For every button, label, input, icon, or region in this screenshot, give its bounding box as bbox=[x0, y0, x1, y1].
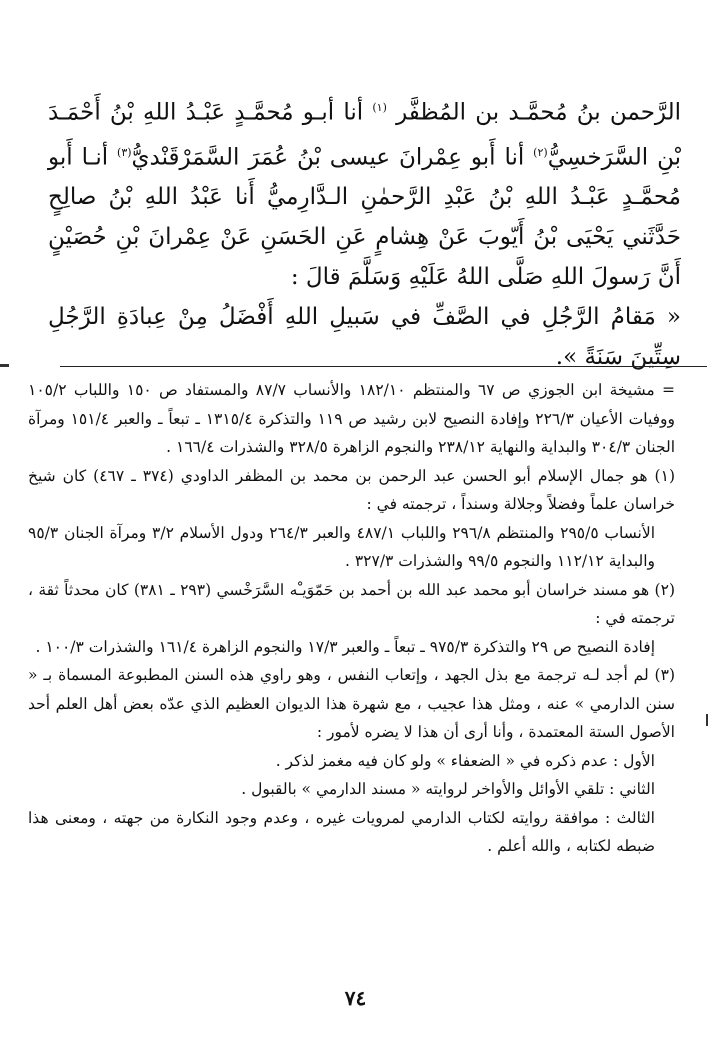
footnote-continuation: = مشيخة ابن الجوزي ص ٦٧ والمنتظم ١٨٢/١٠ والأنساب ٨٧/٧ والمستفاد ص ١٥٠ واللباب ١٠٥/٢ ووفيات الأعيان ٢٢٦/٣ وإفادة النصيح لابن رشيد ص ١١٩ والتذكرة ١٣١٥/٤ ـ تبعاً ـ والعبر ١٥١/٤ ومرآة الجنان ٣٠٤/٣ والبداية والنهاية ٢٣٨/١٢ والنجوم الزاهرة ٣٢٨/٥ والشذرات ١٦٦/٤ . bbox=[28, 381, 676, 456]
margin-mark bbox=[706, 714, 708, 726]
footnote-divider bbox=[60, 366, 707, 367]
margin-mark bbox=[0, 364, 9, 367]
isnad-part-1: الرَّحمن بنُ مُحمَّـد بن المُظفَّر bbox=[396, 99, 682, 126]
footnote-1: (١) هو جمال الإسلام أبو الحسن عبد الرحمن بن محمد بن المظفر الداودي (٣٧٤ ـ ٤٦٧) كان شيخ خراسان علماً وفضلاً وجلالة وسنداً ، ترجمته في : bbox=[28, 466, 675, 513]
footnote-ref-1: (١) bbox=[372, 101, 387, 114]
footnote-3: (٣) لم أجد لـه ترجمة مع بذل الجهد ، وإتعاب النفس ، وهو راوي هذه السنن المطبوعة المسماة بـ « سنن الدارمي » عنه ، ومثل هذا عجيب ، مع شهرة هذا الديوان العظيم الذي عدّه بعض أهل العلم أحد الأصول الستة المعتمدة ، وأنا أرى أن هذا لا يضره لأمور : bbox=[28, 666, 675, 741]
isnad-part-2: أنا أبـو مُحمَّـدٍ عَبْـدُ اللهِ بْنُ أَحْمَـدَ بْنِ السَّرَخسِيُّ bbox=[48, 99, 682, 171]
footnote-2: (٢) هو مسند خراسان أبو محمد عبد الله بن أحمد بن حَمّوَيـْه السَّرَخْسي (٢٩٣ ـ ٣٨١) كان محدثاً ثقة ، ترجمته في : bbox=[28, 580, 675, 627]
footnote-2-sources: إفادة النصيح ص ٢٩ والتذكرة ٩٧٥/٣ ـ تبعاً ـ والعبر ١٧/٣ والنجوم الزاهرة ١٦١/٤ والشذرات ١٠٠/٣ . bbox=[35, 637, 655, 656]
footnote-ref-3: (٣) bbox=[117, 145, 132, 159]
isnad-part-3: أنا أَبو عِمْرانَ عيسى بْنُ عُمَرَ السَّمَرْقَنْديُّ bbox=[131, 144, 525, 171]
footnote-3-second: الثاني : تلقي الأوائل والأواخر لروايته « مسند الدارمي » بالقبول . bbox=[241, 780, 655, 798]
page-number: ٧٤ bbox=[344, 986, 367, 1010]
footnote-3-third: الثالث : موافقة روايته لكتاب الدارمي لمرويات غيره ، وعدم وجود النكارة من جهته ، ومعنى هذا ضبطه لكتابه ، والله أعلم . bbox=[28, 808, 655, 855]
footnote-3-first: الأول : عدم ذكره في « الضعفاء » ولو كان فيه مغمز لذكر . bbox=[275, 751, 655, 770]
main-text bbox=[48, 88, 681, 377]
footnotes bbox=[28, 376, 675, 861]
isnad-paragraph bbox=[48, 88, 681, 297]
isnad-part-4: أنـا أَبو مُحمَّـدٍ عَبْـدُ اللهِ بْنُ عَبْدِ الرَّحمٰنِ الـدَّارِميُّ أَنا عَبْدُ اللهِ بْنُ صالِحٍ حَدَّثَني يَحْيَى بْنُ أَيّوبَ عَنْ هِشامٍ عَنِ الحَسَنِ عَنْ عِمْرانَ بْنِ حُصَيْنٍ أَنَّ رَسولَ اللهِ صَلَّى اللهُ عَلَيْهِ وَسَلَّمَ قالَ : bbox=[48, 144, 681, 291]
footnote-ref-2: (٢) bbox=[533, 145, 548, 159]
footnote-1-sources: الأنساب ٢٩٥/٥ والمنتظم ٢٩٦/٨ واللباب ٤٨٧/١ والعبر ٢٦٤/٣ ودول الأسلام ٣/٢ ومرآة الجنان ٩٥/٣ والبداية ١١٢/١٢ والنجوم ٩٩/٥ والشذرات ٣٢٧/٣ . bbox=[28, 523, 656, 570]
hadith-text: « مَقامُ الرَّجُلِ في الصَّفِّ في سَبيلِ اللهِ أَفْضَلُ مِنْ عِبادَةِ الرَّجُلِ سِتِّينَ سَنَةً ». bbox=[48, 304, 681, 371]
